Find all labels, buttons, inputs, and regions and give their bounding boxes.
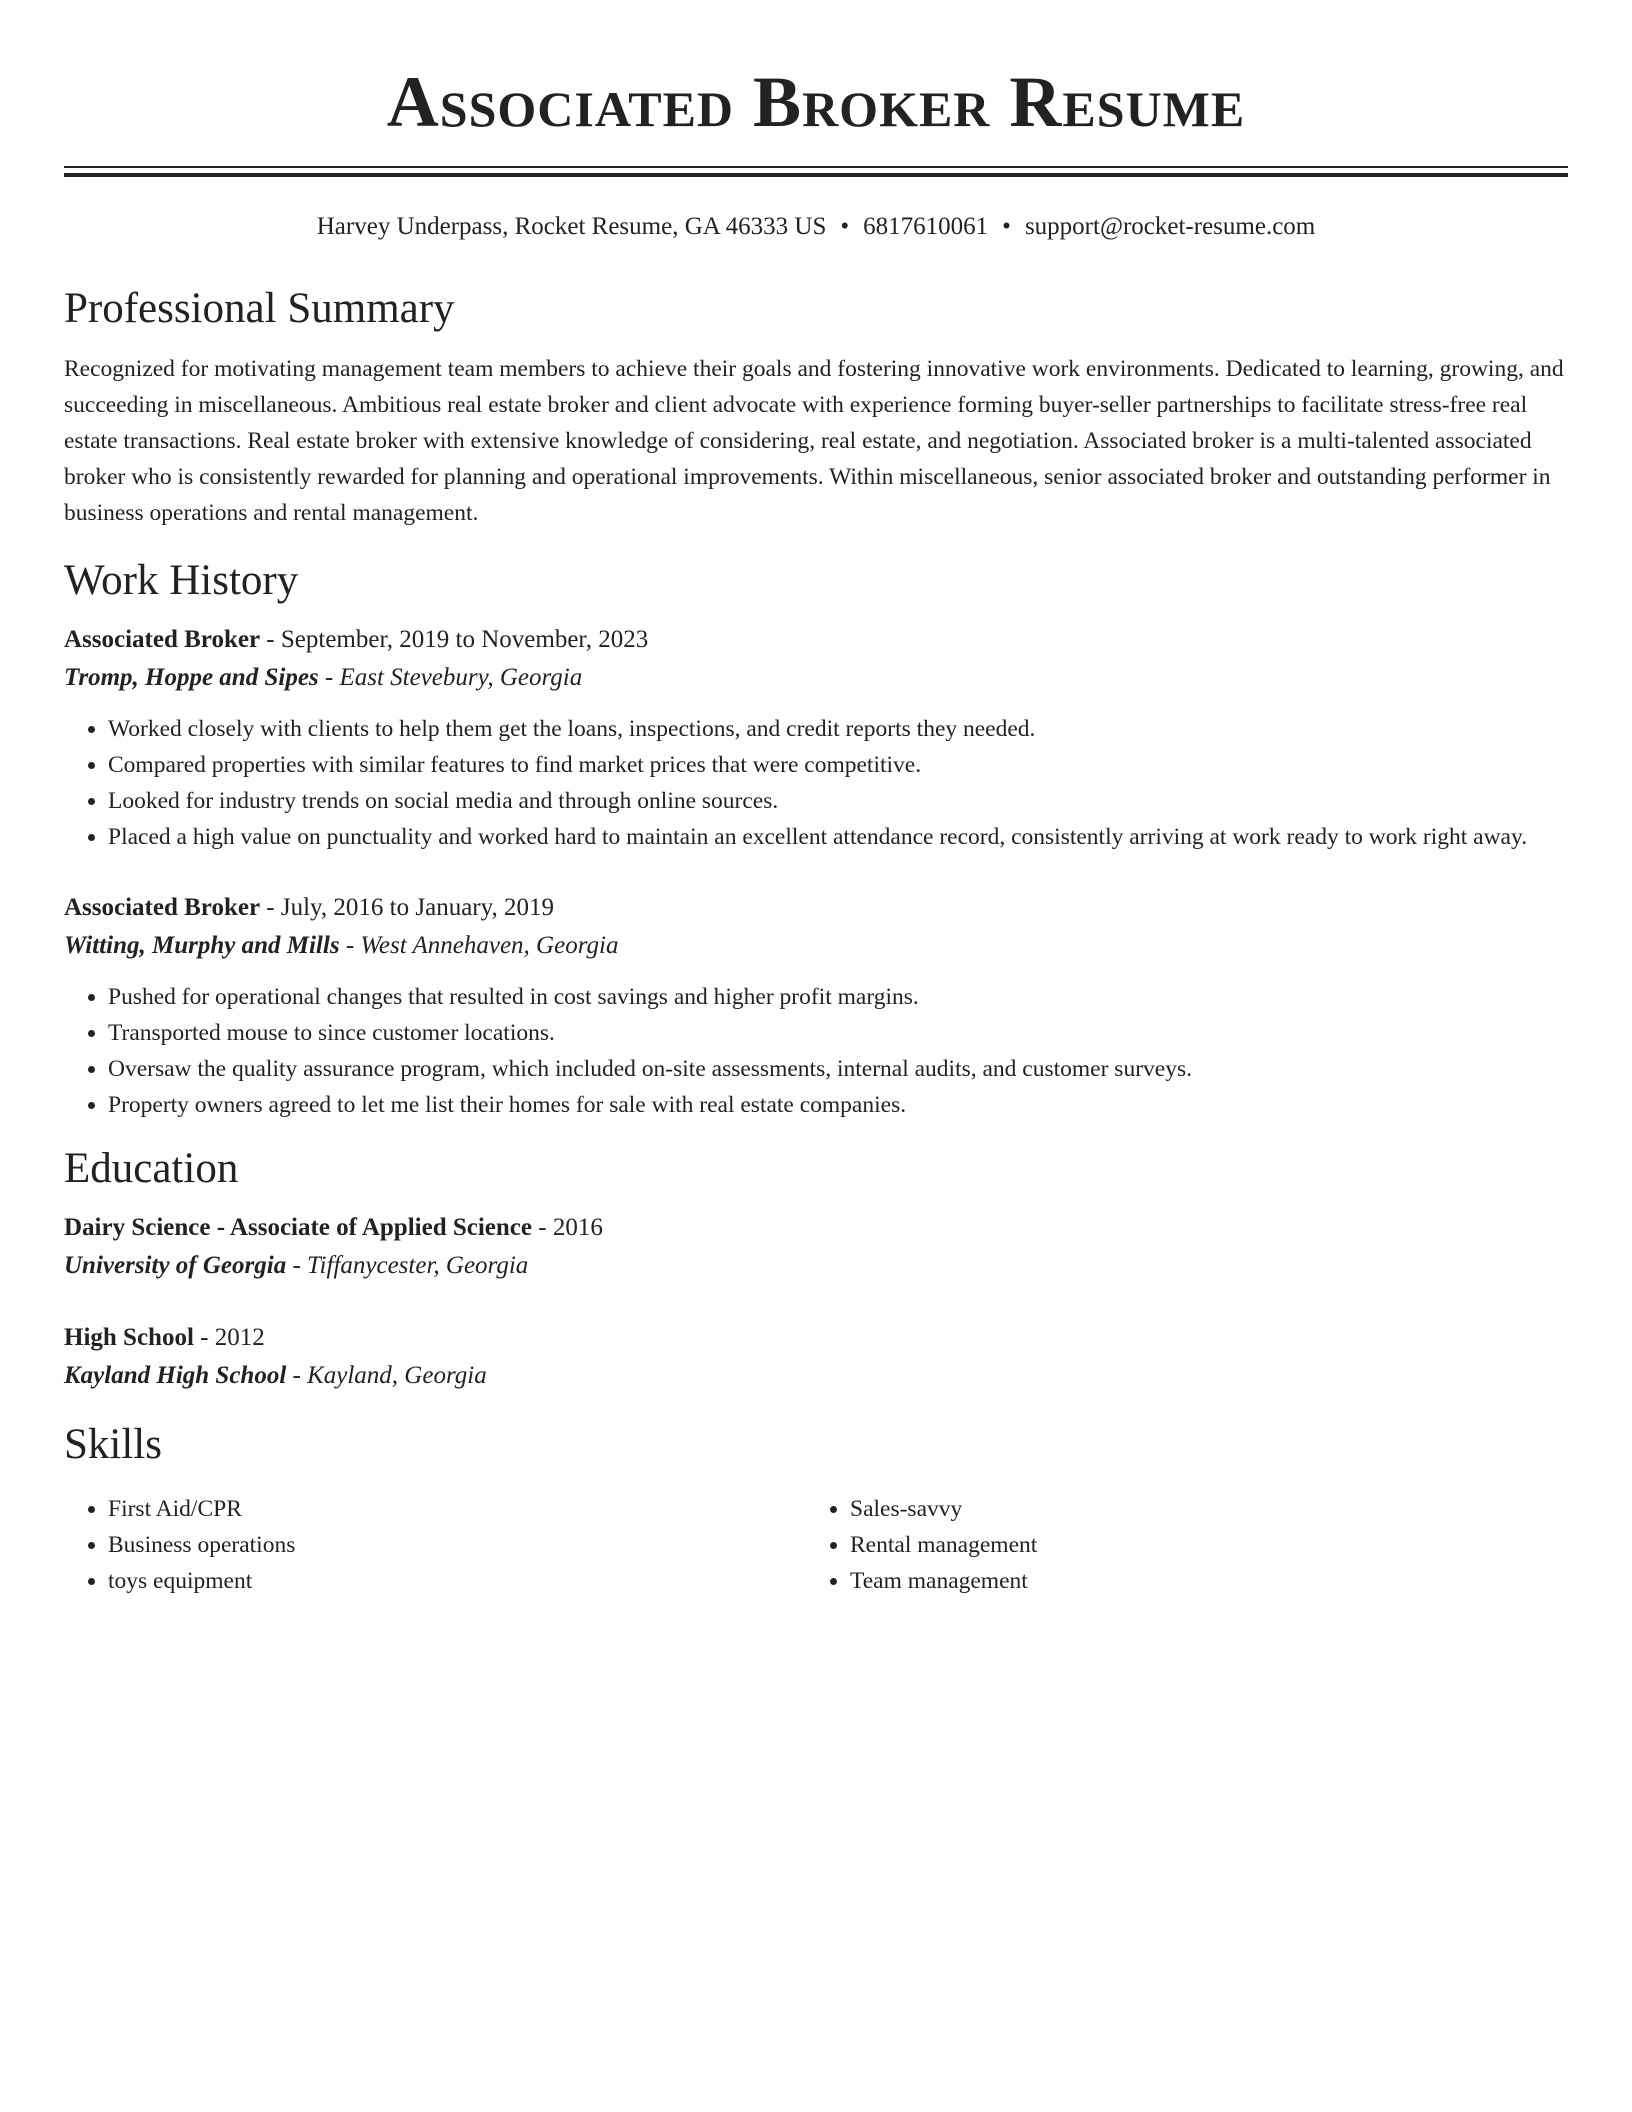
education-entry bbox=[64, 1319, 1568, 1395]
contact-line bbox=[64, 211, 1568, 243]
job-bullets bbox=[64, 979, 1568, 1123]
job-bullets bbox=[64, 711, 1568, 855]
title-divider bbox=[64, 166, 1568, 177]
skill-item: • toys equipment bbox=[108, 1563, 806, 1599]
skills-column-right bbox=[806, 1491, 1548, 1599]
skill-item: • First Aid/CPR bbox=[108, 1491, 806, 1527]
education-degree: Dairy Science - Associate of Applied Science bbox=[64, 1214, 532, 1241]
skill-item: • Team management bbox=[850, 1563, 1548, 1599]
contact-separator: • bbox=[840, 213, 850, 240]
job-location: - West Annehaven, Georgia bbox=[339, 932, 619, 959]
education-entry bbox=[64, 1209, 1568, 1285]
section-title-education: Education bbox=[64, 1145, 239, 1192]
job-bullet: • Pushed for operational changes that resulted in cost savings and higher profit margins. bbox=[108, 979, 1568, 1015]
skill-item: • Rental management bbox=[850, 1527, 1548, 1563]
job-company: Tromp, Hoppe and Sipes bbox=[64, 664, 319, 691]
skills-column-left bbox=[64, 1491, 806, 1599]
summary-text: Recognized for motivating management team members to achieve their goals and fostering innovative work environments. Dedicated to learning, growing, and succeeding in miscellaneous. Ambitious real estate broker and client advocate with experience forming buyer-seller partnerships to facilitate stress-free real estate transactions. Real estate broker with extensive knowledge of considering, real estate, and negotiation. Associated broker is a multi-talented associated broker who is consistently rewarded for planning and operational improvements. Within miscellaneous, senior associated broker and outstanding performer in business operations and rental management. bbox=[64, 356, 1564, 526]
contact-email: support@rocket-resume.com bbox=[1024, 213, 1316, 240]
job-bullet: • Compared properties with similar features to find market prices that were competitive. bbox=[108, 747, 1568, 783]
education-location: - Tiffanycester, Georgia bbox=[286, 1252, 529, 1279]
education-header bbox=[64, 1209, 1568, 1247]
job-header bbox=[64, 889, 1568, 927]
contact-separator: • bbox=[1002, 213, 1011, 240]
job-dates: - July, 2016 to January, 2019 bbox=[260, 894, 554, 921]
education-year: - 2012 bbox=[193, 1324, 265, 1351]
education-location: - Kayland, Georgia bbox=[286, 1362, 487, 1389]
section-title-summary: Professional Summary bbox=[64, 285, 455, 332]
section-title-work-history: Work History bbox=[64, 557, 299, 604]
education-school-line bbox=[64, 1357, 1568, 1395]
resume-title: Associated Broker Resume bbox=[386, 62, 1246, 142]
job-company: Witting, Murphy and Mills bbox=[64, 932, 340, 959]
education-degree: High School bbox=[64, 1324, 194, 1351]
job-organization bbox=[64, 927, 1568, 965]
contact-address: Harvey Underpass, Rocket Resume, GA 46333 US bbox=[316, 213, 827, 240]
education-school: University of Georgia bbox=[64, 1252, 287, 1279]
job-bullet: • Oversaw the quality assurance program, which included on-site assessments, internal audits, and customer surveys. bbox=[108, 1051, 1568, 1087]
job-location: - East Stevebury, Georgia bbox=[318, 664, 583, 691]
skill-item: • Sales-savvy bbox=[850, 1491, 1548, 1527]
job-role: Associated Broker bbox=[64, 626, 261, 653]
resume-page bbox=[64, 0, 1568, 1599]
job-organization bbox=[64, 659, 1568, 697]
skill-item: • Business operations bbox=[108, 1527, 806, 1563]
job-entry bbox=[64, 621, 1568, 855]
skills-list bbox=[64, 1491, 1568, 1599]
education-school: Kayland High School bbox=[64, 1362, 287, 1389]
contact-phone: 6817610061 bbox=[863, 213, 989, 240]
education-year: - 2016 bbox=[532, 1214, 603, 1241]
job-bullet: • Property owners agreed to let me list their homes for sale with real estate companies. bbox=[108, 1087, 1568, 1123]
job-entry bbox=[64, 889, 1568, 1123]
job-bullet: • Looked for industry trends on social media and through online sources. bbox=[108, 783, 1568, 819]
job-role: Associated Broker bbox=[64, 894, 261, 921]
job-header bbox=[64, 621, 1568, 659]
job-dates: - September, 2019 to November, 2023 bbox=[260, 626, 649, 653]
education-school-line bbox=[64, 1247, 1568, 1285]
job-bullet: • Worked closely with clients to help them get the loans, inspections, and credit reports they needed. bbox=[108, 711, 1568, 747]
section-title-skills: Skills bbox=[64, 1421, 162, 1468]
job-bullet: • Transported mouse to since customer locations. bbox=[108, 1015, 1568, 1051]
job-bullet: • Placed a high value on punctuality and worked hard to maintain an excellent attendance record, consistently arriving at work ready to work right away. bbox=[108, 819, 1568, 855]
education-header bbox=[64, 1319, 1568, 1357]
